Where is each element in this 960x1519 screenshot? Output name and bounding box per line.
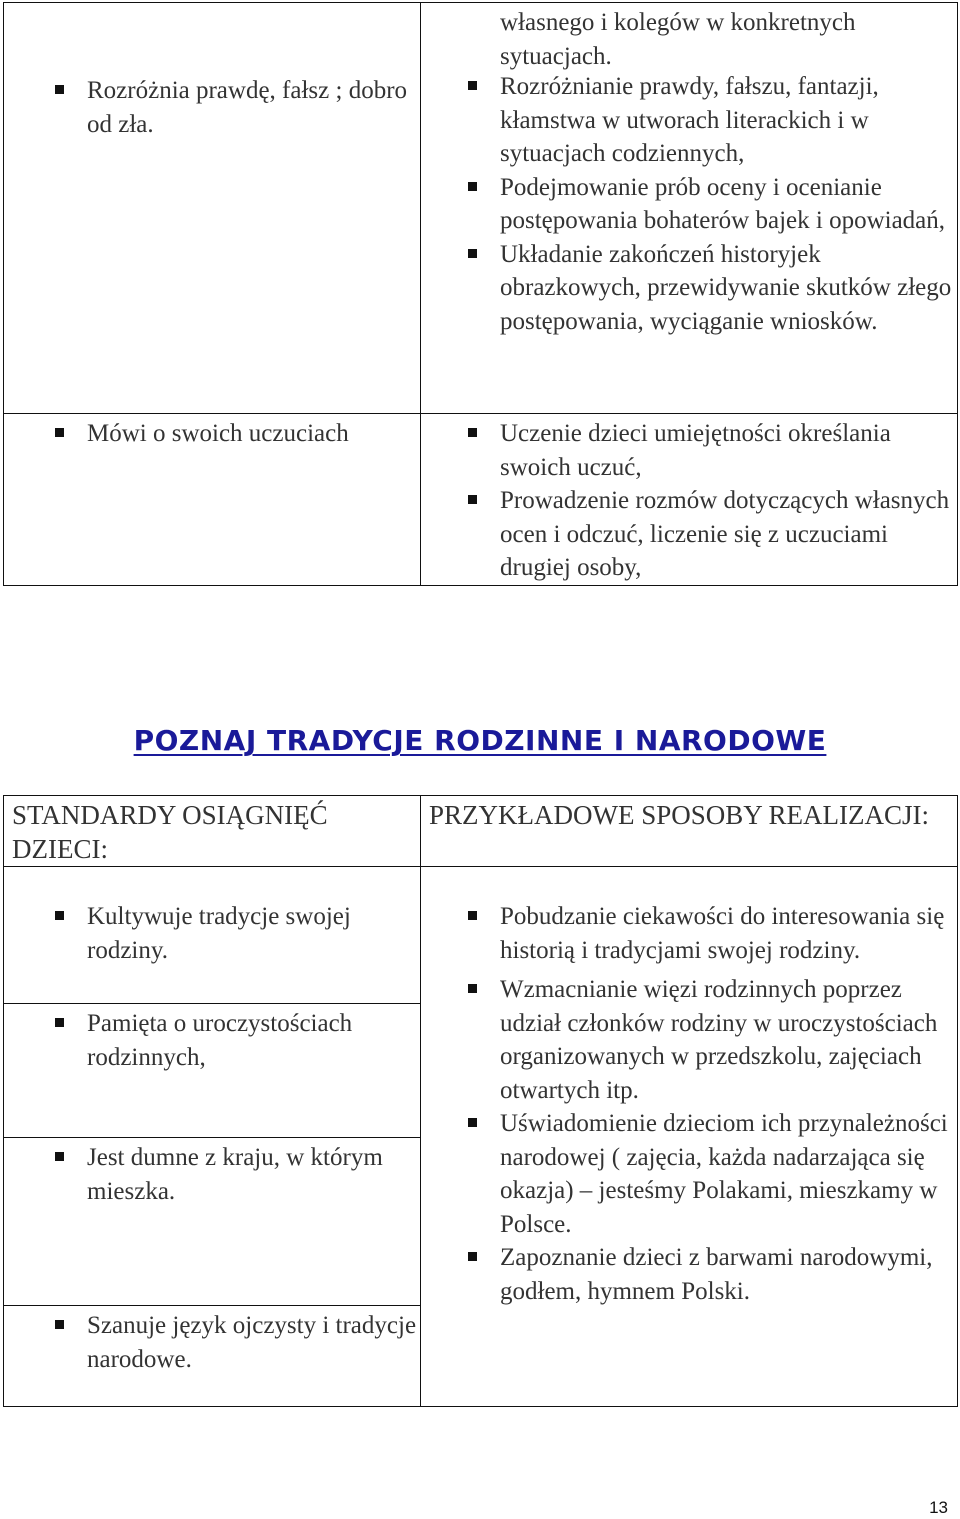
standard-cell [4,1138,421,1306]
standard-cell [4,1004,421,1138]
standard-cell [4,867,421,1004]
bullet-square-icon [468,428,477,437]
standard-list [4,414,420,451]
list-item: Układanie zakończeń historyjek obrazkowych, przewidywanie skutków złego postępowania, wyciąganie wniosków. [421,238,957,339]
standard-list [4,1004,420,1074]
bullet-square-icon [55,1152,64,1161]
bullet-square-icon [468,911,477,920]
list-item: Uświadomienie dzieciom ich przynależności narodowej ( zajęcia, każda nadarzająca się okazja) – jesteśmy Polakami, mieszkamy w Polsce. [421,1107,957,1241]
method-cell [421,414,958,586]
table-row [4,3,958,414]
bullet-square-icon [468,81,477,90]
bullet-square-icon [468,249,477,258]
method-list [421,867,957,1308]
standard-list [4,867,420,967]
continued-text: własnego i kolegów w konkretnych sytuacjach. [500,9,856,70]
list-item: Kultywuje tradycje swojej rodziny. [4,900,420,967]
table-header-row [4,796,958,867]
bullet-square-icon [55,428,64,437]
table-row [4,414,958,586]
bullet-square-icon [468,495,477,504]
bullet-square-icon [55,911,64,920]
bullet-square-icon [55,1320,64,1329]
list-item: Szanuje język ojczysty i tradycje narodowe. [4,1309,420,1376]
traditions-table [3,795,958,1407]
standard-cell [4,1306,421,1407]
list-item: Mówi o swoich uczuciach [4,417,420,451]
standard-cell [4,3,421,414]
bullet-square-icon [55,1018,64,1027]
bullet-square-icon [468,1118,477,1127]
list-item: Wzmacnianie więzi rodzinnych poprzez udział członków rodziny w uroczystościach organizowanych w przedszkolu, zajęciach otwartych itp. [421,973,957,1107]
list-item: Rozróżnia prawdę, fałsz ; dobro od zła. [4,74,420,141]
method-cell [421,3,958,414]
standard-list [4,3,420,141]
method-list [421,414,957,585]
bullet-square-icon [55,85,64,94]
goals-table-continued [3,2,958,586]
bullet-square-icon [468,182,477,191]
bullet-square-icon [468,984,477,993]
bullet-square-icon [468,1252,477,1261]
list-item: Prowadzenie rozmów dotyczących własnych ocen i odczuć, liczenie się z uczuciami drugiej osoby, [421,484,957,585]
table-row [4,867,958,1004]
list-item: Zapoznanie dzieci z barwami narodowymi, godłem, hymnem Polski. [421,1241,957,1308]
method-cell [421,867,958,1407]
standard-list [4,1138,420,1208]
list-item: Uczenie dzieci umiejętności określania swoich uczuć, [421,417,957,484]
column-header-methods: PRZYKŁADOWE SPOSOBY REALIZACJI: [421,796,958,867]
list-item: Pobudzanie ciekawości do interesowania się historią i tradycjami swojej rodziny. [421,900,957,967]
page-number: 13 [929,1498,948,1517]
section-title: POZNAJ TRADYCJE RODZINNE I NARODOWE [133,724,827,757]
standard-cell [4,414,421,586]
column-header-standards: STANDARDY OSIĄGNIĘĆ DZIECI: [4,796,421,867]
list-item: Podejmowanie prób oceny i ocenianie postępowania bohaterów bajek i opowiadań, [421,171,957,238]
standard-list [4,1306,420,1376]
list-item: Rozróżnianie prawdy, fałszu, fantazji, kłamstwa w utworach literackich i w sytuacjach codziennych, [421,70,957,171]
method-list [421,70,957,338]
list-item: Jest dumne z kraju, w którym mieszka. [4,1141,420,1208]
list-item: Pamięta o uroczystościach rodzinnych, [4,1007,420,1074]
